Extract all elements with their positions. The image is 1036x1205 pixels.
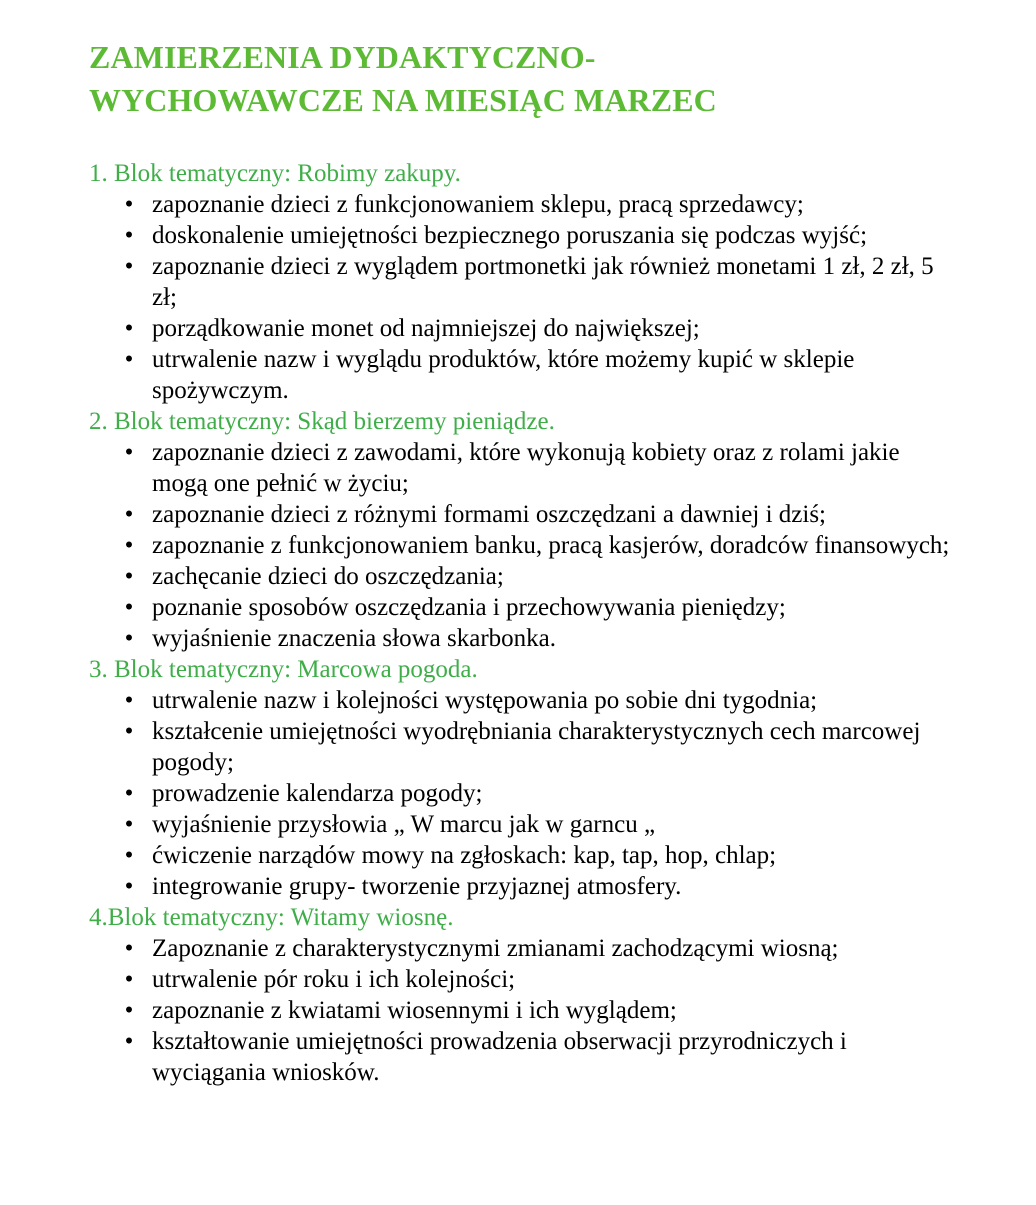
bullet-icon: •: [124, 501, 134, 528]
bullet-icon: •: [124, 842, 134, 869]
list-item-text: zapoznanie z funkcjonowaniem banku, pracą kasjerów, doradców finansowych;: [152, 532, 950, 559]
list-item-text: zapoznanie z kwiatami wiosennymi i ich wyglądem;: [152, 997, 677, 1024]
list-item: [89, 220, 959, 251]
list-item: [89, 716, 959, 778]
bullet-icon: •: [124, 315, 134, 342]
bullet-icon: •: [124, 563, 134, 590]
list-item: [89, 623, 959, 654]
bullet-icon: •: [124, 532, 134, 559]
bullet-icon: •: [124, 346, 134, 373]
list-item-text: utrwalenie pór roku i ich kolejności;: [152, 966, 516, 993]
block-heading: 3. Blok tematyczny: Marcowa pogoda.: [89, 656, 478, 683]
list-item: [89, 778, 959, 809]
list-item-text: Zapoznanie z charakterystycznymi zmianami zachodzącymi wiosną;: [152, 935, 839, 962]
bullet-icon: •: [124, 253, 134, 280]
list-item-text: zapoznanie dzieci z wyglądem portmonetki jak również monetami 1 zł, 2 zł, 5 zł;: [152, 253, 934, 311]
list-item-text: utrwalenie nazw i wyglądu produktów, które możemy kupić w sklepie spożywczym.: [152, 346, 855, 404]
bullet-icon: •: [124, 718, 134, 745]
list-item: [89, 1026, 959, 1088]
list-item: [89, 871, 959, 902]
thematic-block-4: [89, 902, 959, 1088]
thematic-block-2: [89, 406, 959, 654]
list-item-text: doskonalenie umiejętności bezpiecznego poruszania się podczas wyjść;: [152, 222, 868, 249]
list-item: [89, 995, 959, 1026]
list-item: [89, 592, 959, 623]
bullet-icon: •: [124, 780, 134, 807]
title-line-1: ZAMIERZENIA DYDAKTYCZNO-: [89, 39, 596, 75]
block-heading: 2. Blok tematyczny: Skąd bierzemy pieniądze.: [89, 408, 555, 435]
bullet-icon: •: [124, 222, 134, 249]
block-item-list: [89, 437, 959, 654]
list-item-text: integrowanie grupy- tworzenie przyjaznej atmosfery.: [152, 873, 682, 900]
list-item-text: utrwalenie nazw i kolejności występowania po sobie dni tygodnia;: [152, 687, 818, 714]
bullet-icon: •: [124, 811, 134, 838]
list-item: [89, 189, 959, 220]
list-item-text: porządkowanie monet od najmniejszej do największej;: [152, 315, 700, 342]
list-item: [89, 933, 959, 964]
list-item: [89, 840, 959, 871]
list-item: [89, 964, 959, 995]
bullet-icon: •: [124, 687, 134, 714]
title-spacer: [89, 122, 959, 158]
bullet-icon: •: [124, 873, 134, 900]
bullet-icon: •: [124, 191, 134, 218]
list-item-text: kształcenie umiejętności wyodrębniania charakterystycznych cech marcowej pogody;: [152, 718, 921, 776]
list-item-text: ćwiczenie narządów mowy na zgłoskach: kap, tap, hop, chlap;: [152, 842, 777, 869]
block-item-list: [89, 685, 959, 902]
list-item-text: zapoznanie dzieci z funkcjonowaniem sklepu, pracą sprzedawcy;: [152, 191, 804, 218]
list-item: [89, 344, 959, 406]
list-item: [89, 437, 959, 499]
bullet-icon: •: [124, 594, 134, 621]
list-item: [89, 499, 959, 530]
bullet-icon: •: [124, 966, 134, 993]
list-item: [89, 809, 959, 840]
list-item-text: zapoznanie dzieci z różnymi formami oszczędzani a dawniej i dziś;: [152, 501, 826, 528]
block-item-list: [89, 933, 959, 1088]
document-title: [89, 36, 959, 122]
block-heading: 4.Blok tematyczny: Witamy wiosnę.: [89, 904, 454, 931]
block-heading: 1. Blok tematyczny: Robimy zakupy.: [89, 160, 461, 187]
bullet-icon: •: [124, 935, 134, 962]
bullet-icon: •: [124, 1028, 134, 1055]
bullet-icon: •: [124, 997, 134, 1024]
block-item-list: [89, 189, 959, 406]
title-line-2: WYCHOWAWCZE NA MIESIĄC MARZEC: [89, 82, 717, 118]
list-item: [89, 530, 959, 561]
thematic-block-1: [89, 158, 959, 406]
list-item-text: wyjaśnienie znaczenia słowa skarbonka.: [152, 625, 557, 652]
list-item-text: prowadzenie kalendarza pogody;: [152, 780, 483, 807]
list-item-text: zachęcanie dzieci do oszczędzania;: [152, 563, 504, 590]
thematic-block-3: [89, 654, 959, 902]
bullet-icon: •: [124, 625, 134, 652]
list-item: [89, 313, 959, 344]
list-item-text: kształtowanie umiejętności prowadzenia obserwacji przyrodniczych i wyciągania wniosków.: [152, 1028, 847, 1086]
list-item: [89, 251, 959, 313]
bullet-icon: •: [124, 439, 134, 466]
list-item: [89, 561, 959, 592]
thematic-blocks: [89, 158, 959, 1088]
list-item-text: poznanie sposobów oszczędzania i przechowywania pieniędzy;: [152, 594, 786, 621]
list-item-text: wyjaśnienie przysłowia „ W marcu jak w garncu „: [152, 811, 656, 838]
list-item-text: zapoznanie dzieci z zawodami, które wykonują kobiety oraz z rolami jakie mogą one pełnić w życiu;: [152, 439, 900, 497]
list-item: [89, 685, 959, 716]
